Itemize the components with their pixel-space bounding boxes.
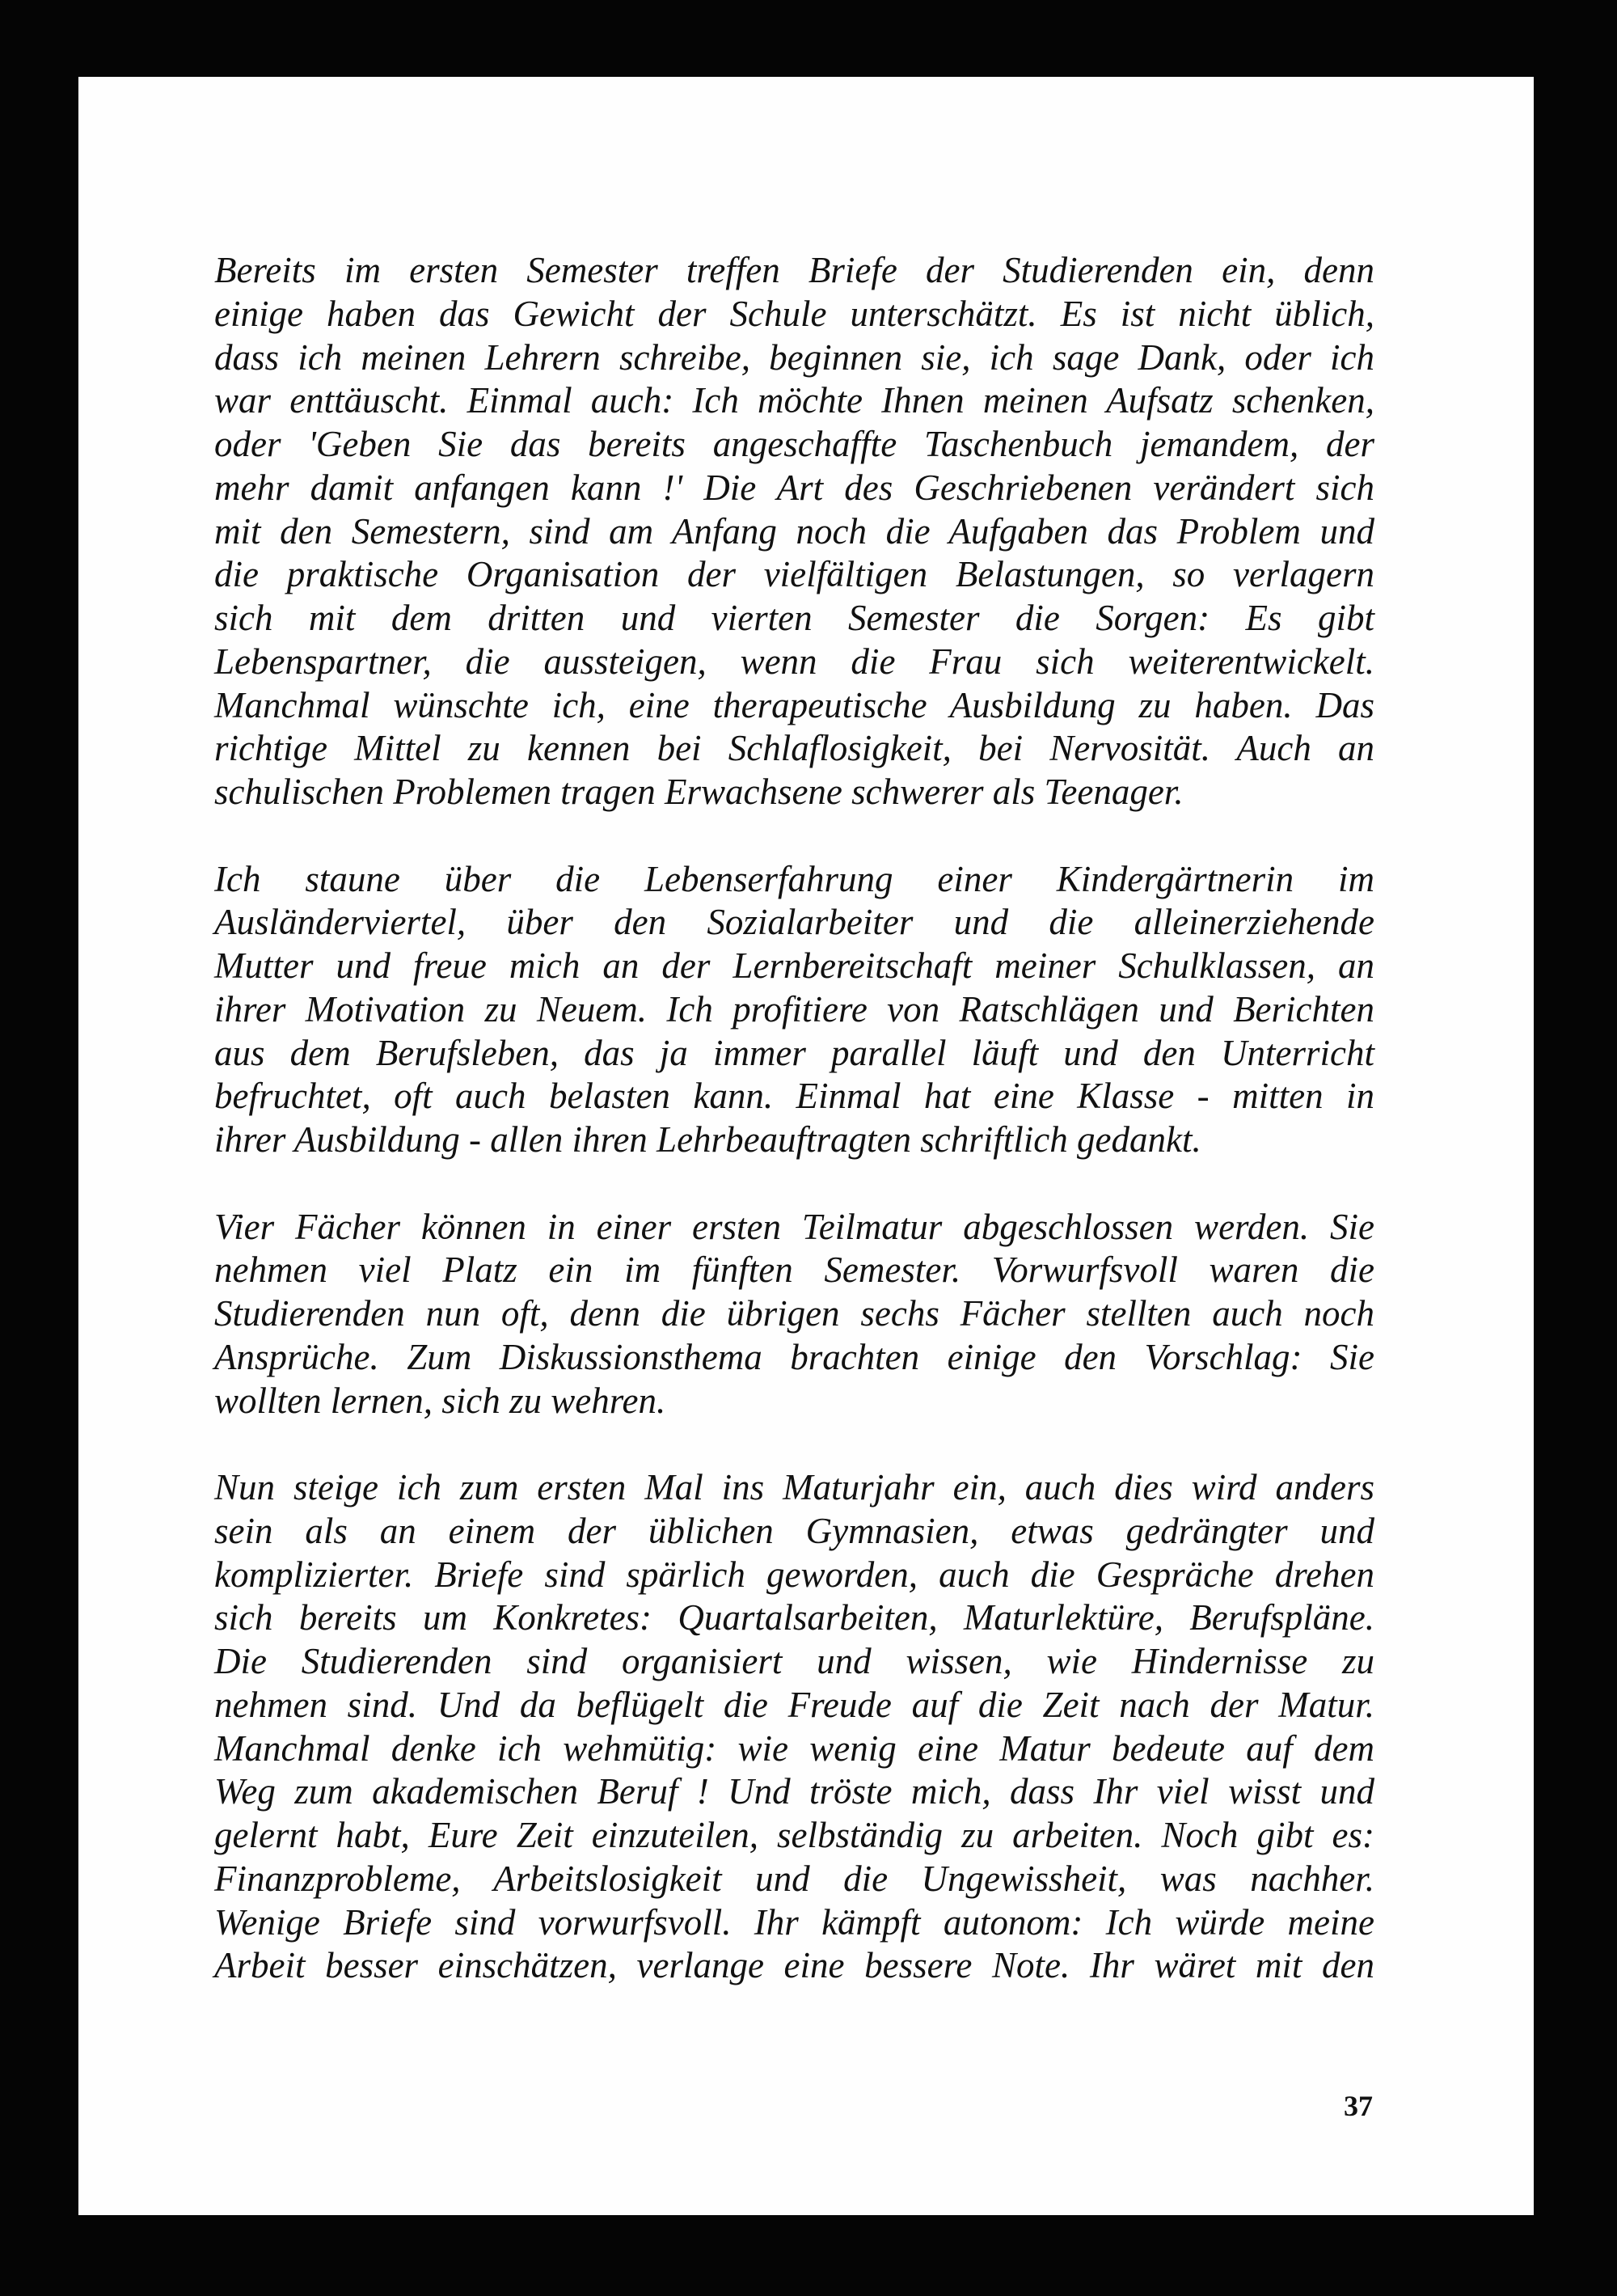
page-number: 37 bbox=[1344, 2090, 1373, 2122]
text-line: Mutter und freue mich an der Lernbereitschaft meiner Schulklassen, an bbox=[214, 945, 1374, 986]
text-line: die praktische Organisation der vielfältigen Belastungen, so verlagern bbox=[214, 554, 1374, 595]
text-line: nehmen viel Platz ein im fünften Semester. Vorwurfsvoll waren die bbox=[214, 1249, 1374, 1291]
text-line: schulischen Problemen tragen Erwachsene schwerer als Teenager. bbox=[214, 772, 1184, 812]
text-line: Bereits im ersten Semester treffen Briefe der Studierenden ein, denn bbox=[214, 250, 1374, 290]
paragraph bbox=[214, 1466, 1374, 1988]
text-line: Nun steige ich zum ersten Mal ins Maturjahr ein, auch dies wird anders bbox=[214, 1467, 1374, 1507]
text-line: richtige Mittel zu kennen bei Schlaflosigkeit, bei Nervosität. Auch an bbox=[214, 728, 1374, 769]
text-line: Lebenspartner, die aussteigen, wenn die Frau sich weiterentwickelt. bbox=[214, 641, 1374, 682]
text-line: Ausländerviertel, über den Sozialarbeiter und die alleinerziehende bbox=[214, 902, 1374, 943]
text-line: war enttäuscht. Einmal auch: Ich möchte Ihnen meinen Aufsatz schenken, bbox=[214, 380, 1374, 421]
paragraph bbox=[214, 249, 1374, 814]
text-line: Ansprüche. Zum Diskussionsthema brachten einige den Vorschlag: Sie bbox=[214, 1336, 1374, 1377]
text-line: mit den Semestern, sind am Anfang noch die Aufgaben das Problem und bbox=[214, 510, 1374, 552]
document-page bbox=[78, 77, 1534, 2215]
text-line: Manchmal wünschte ich, eine therapeutische Ausbildung zu haben. Das bbox=[214, 684, 1374, 725]
text-line: Arbeit besser einschätzen, verlange eine bessere Note. Ihr wäret mit den bbox=[214, 1945, 1374, 1986]
text-line: Vier Fächer können in einer ersten Teilmatur abgeschlossen werden. Sie bbox=[214, 1206, 1374, 1247]
text-line: wollten lernen, sich zu wehren. bbox=[214, 1380, 666, 1421]
text-line: einige haben das Gewicht der Schule unterschätzt. Es ist nicht üblich, bbox=[214, 293, 1374, 334]
text-line: mehr damit anfangen kann !' Die Art des Geschriebenen verändert sich bbox=[214, 467, 1374, 508]
text-line: gelernt habt, Eure Zeit einzuteilen, selbständig zu arbeiten. Noch gibt es: bbox=[214, 1815, 1374, 1855]
text-line: sich mit dem dritten und vierten Semester die Sorgen: Es gibt bbox=[214, 598, 1374, 638]
text-line: nehmen sind. Und da beflügelt die Freude auf die Zeit nach der Matur. bbox=[214, 1684, 1374, 1725]
text-line: ihrer Motivation zu Neuem. Ich profitiere von Ratschlägen und Berichten bbox=[214, 988, 1374, 1030]
paragraph bbox=[214, 1206, 1374, 1423]
text-line: Weg zum akademischen Beruf ! Und tröste mich, dass Ihr viel wisst und bbox=[214, 1771, 1374, 1812]
text-line: Studierenden nun oft, denn die übrigen sechs Fächer stellten auch noch bbox=[214, 1293, 1374, 1334]
text-line: oder 'Geben Sie das bereits angeschaffte Taschenbuch jemandem, der bbox=[214, 424, 1374, 464]
text-line: ihrer Ausbildung - allen ihren Lehrbeauftragten schriftlich gedankt. bbox=[214, 1119, 1201, 1160]
text-line: Die Studierenden sind organisiert und wissen, wie Hindernisse zu bbox=[214, 1641, 1374, 1681]
text-line: komplizierter. Briefe sind spärlich geworden, auch die Gespräche drehen bbox=[214, 1554, 1374, 1595]
text-line: aus dem Berufsleben, das ja immer parallel läuft und den Unterricht bbox=[214, 1032, 1374, 1073]
text-line: Manchmal denke ich wehmütig: wie wenig eine Matur bedeute auf dem bbox=[214, 1727, 1374, 1769]
text-line: sich bereits um Konkretes: Quartalsarbeiten, Maturlektüre, Berufspläne. bbox=[214, 1597, 1374, 1638]
text-line: sein als an einem der üblichen Gymnasien, etwas gedrängter und bbox=[214, 1510, 1374, 1551]
text-line: Ich staune über die Lebenserfahrung einer Kindergärtnerin im bbox=[214, 858, 1374, 899]
body-text bbox=[214, 249, 1374, 2032]
text-line: befruchtet, oft auch belasten kann. Einmal hat eine Klasse - mitten in bbox=[214, 1076, 1374, 1117]
text-line: Wenige Briefe sind vorwurfsvoll. Ihr kämpft autonom: Ich würde meine bbox=[214, 1901, 1374, 1943]
text-line: Finanzprobleme, Arbeitslosigkeit und die Ungewissheit, was nachher. bbox=[214, 1858, 1374, 1899]
paragraph bbox=[214, 858, 1374, 1162]
text-line: dass ich meinen Lehrern schreibe, beginnen sie, ich sage Dank, oder ich bbox=[214, 336, 1374, 378]
